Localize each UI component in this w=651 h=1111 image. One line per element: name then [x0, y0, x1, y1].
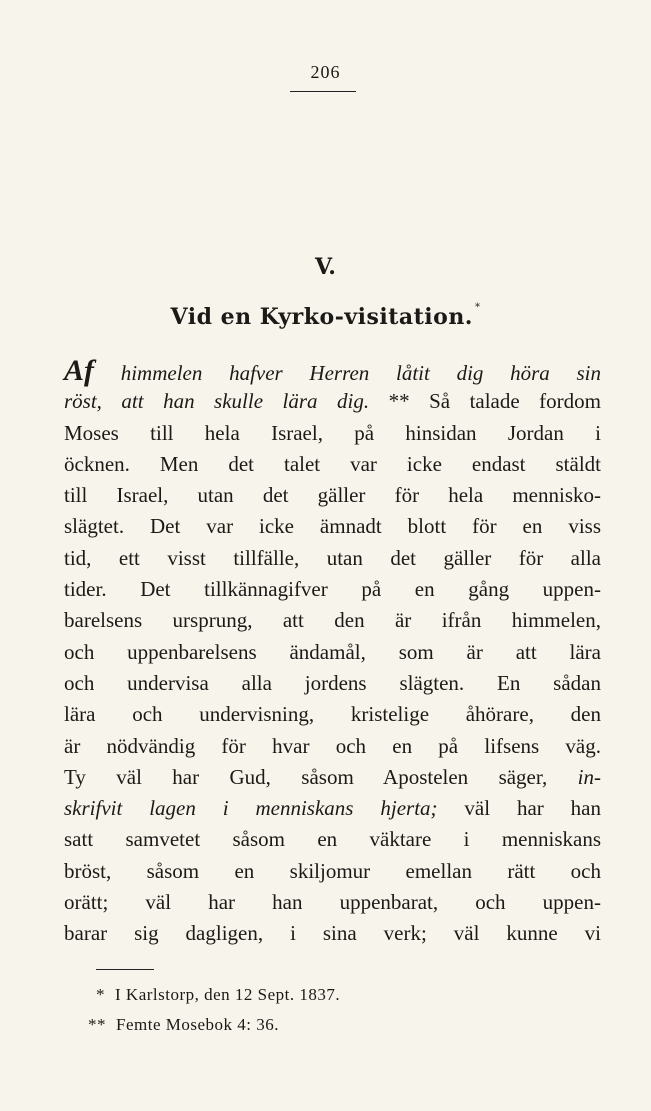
text-italic: himmelen hafver Herren låtit dig höra sin — [120, 361, 602, 385]
text-line: och undervisa alla jordens slägten. En sådan — [64, 670, 601, 695]
text-line: till Israel, utan det gäller för hela mennisko- — [64, 483, 601, 508]
text-run: ** Så talade fordom — [369, 389, 601, 414]
chapter-title-text: Vid en Kyrko-visitation. — [170, 304, 473, 330]
text-line — [64, 793, 601, 824]
text-run: Ty väl har Gud, såsom Apostelen säger, — [64, 764, 578, 789]
text-line: barelsens ursprung, att den är ifrån himmelen, — [64, 608, 601, 633]
text-line: satt samvetet såsom en väktare i menniskans — [64, 827, 601, 852]
chapter-title — [0, 304, 651, 330]
text-line: barar sig dagligen, i sina verk; väl kunne vi — [64, 921, 601, 946]
footnote — [96, 985, 340, 1005]
text-italic: skrifvit lagen i menniskans hjerta; — [64, 796, 438, 821]
drop-cap: Af — [64, 354, 94, 387]
text-line: öcknen. Men det talet var icke endast stäldt — [64, 451, 601, 476]
text-line: tid, ett visst tillfälle, utan det gäller för alla — [64, 545, 601, 570]
text-line: orätt; väl har han uppenbarat, och uppen- — [64, 890, 601, 915]
chapter-title-footnote-mark: * — [474, 302, 481, 313]
text-run: väl har han — [437, 796, 601, 821]
body-text — [64, 355, 601, 950]
text-line: är nödvändig för hvar och en på lifsens väg. — [64, 733, 601, 758]
footnote-mark: ** — [88, 1015, 106, 1034]
text-line — [64, 355, 601, 386]
text-line: Moses till hela Israel, på hinsidan Jordan i — [64, 420, 601, 445]
text-line: slägtet. Det var icke ämnadt blott för en viss — [64, 514, 601, 539]
footnote — [88, 1015, 279, 1035]
text-line — [64, 386, 601, 417]
footnote-text: Femte Mosebok 4: 36. — [116, 1015, 279, 1034]
text-line: och uppenbarelsens ändamål, som är att lära — [64, 639, 601, 664]
header-rule — [290, 91, 356, 92]
text-line — [64, 762, 601, 793]
footnote-mark: * — [96, 985, 105, 1004]
page-number: 206 — [310, 62, 341, 82]
text-italic: in- — [577, 764, 601, 789]
footnote-text: I Karlstorp, den 12 Sept. 1837. — [115, 985, 341, 1004]
text-italic: röst, att han skulle lära dig. — [64, 389, 370, 414]
footnote-rule — [96, 969, 154, 970]
text-line: lära och undervisning, kristelige åhörare, den — [64, 702, 601, 727]
text-line: tider. Det tillkännagifver på en gång uppen- — [64, 577, 601, 602]
text-line: bröst, såsom en skiljomur emellan rätt och — [64, 858, 601, 883]
chapter-number: V. — [315, 254, 336, 280]
